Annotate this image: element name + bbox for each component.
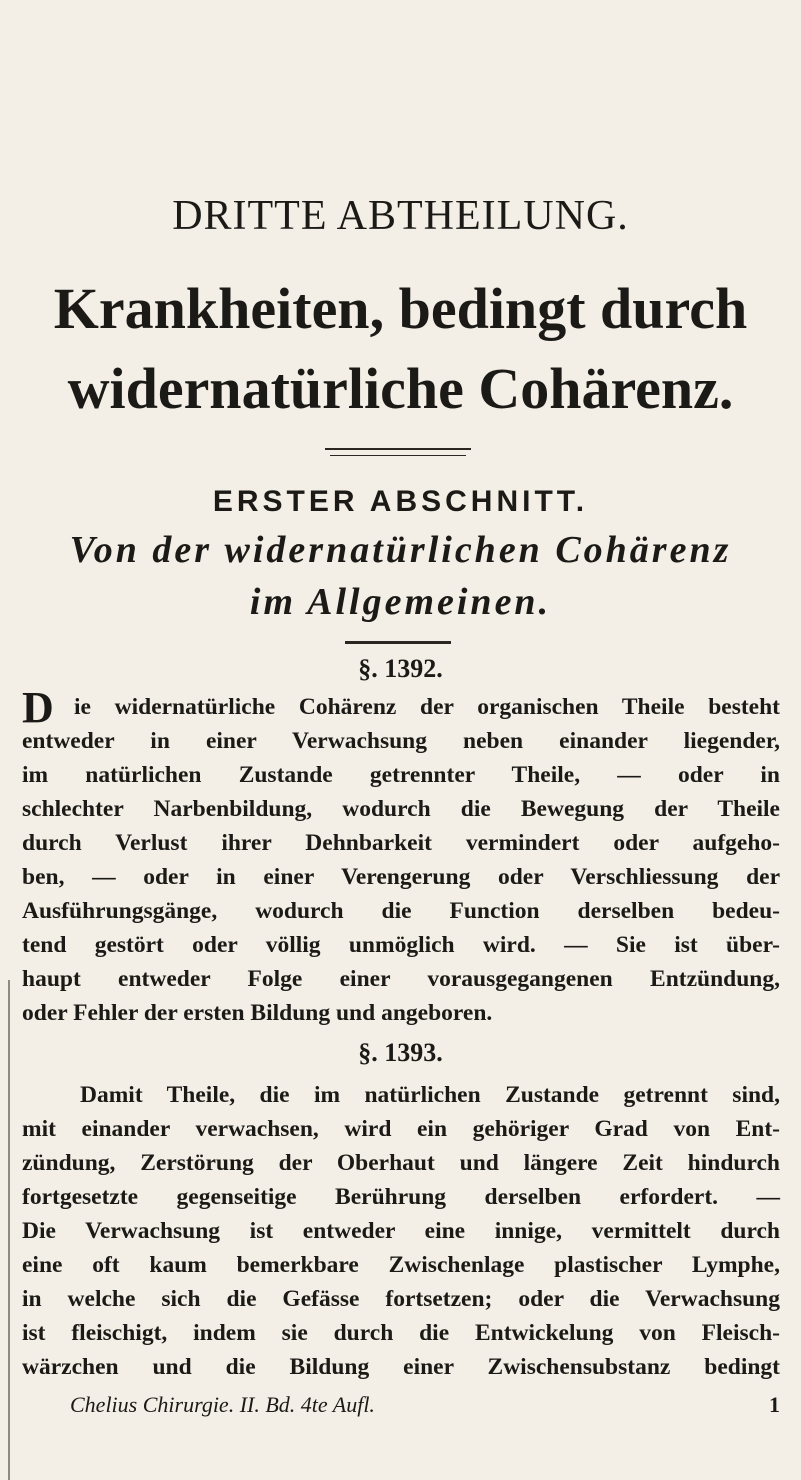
part-heading: DRITTE ABTHEILUNG. xyxy=(172,193,629,239)
text-line: haupt entweder Folge einer vorausgegangenen Entzündung, xyxy=(22,966,780,992)
chapter-title-line-2: widernatürliche Cohärenz. xyxy=(67,356,734,421)
ornamental-rule-thin xyxy=(330,455,466,456)
text-line: tend gestört oder völlig unmöglich wird. — Sie ist über- xyxy=(22,932,780,958)
footer-citation: Chelius Chirurgie. II. Bd. 4te Aufl. xyxy=(70,1392,375,1417)
running-footer xyxy=(70,1392,780,1418)
chapter-title-line-1: Krankheiten, bedingt durch xyxy=(53,276,748,341)
text-line: durch Verlust ihrer Dehnbarkeit vermindert oder aufgeho- xyxy=(22,830,780,856)
paragraph-number: §. 1392. xyxy=(358,654,443,683)
text-line: ben, — oder in einer Verengerung oder Verschliessung der xyxy=(22,864,780,890)
section-divider xyxy=(345,641,451,644)
text-line: ist fleischigt, indem sie durch die Entwickelung von Fleisch- xyxy=(22,1320,780,1346)
text-line: fortgesetzte gegenseitige Berührung derselben erfordert. — xyxy=(22,1184,780,1210)
drop-cap: D xyxy=(22,683,54,732)
paragraph-number: §. 1393. xyxy=(358,1038,443,1067)
text-line: Ausführungsgänge, wodurch die Function derselben bedeu- xyxy=(22,898,780,924)
text-line: Die Verwachsung ist entweder eine innige, vermittelt durch xyxy=(22,1218,780,1244)
section-subtitle-line-2: im Allgemeinen. xyxy=(249,581,552,623)
text-line: schlechter Narbenbildung, wodurch die Bewegung der Theile xyxy=(22,796,780,822)
text-line: oder Fehler der ersten Bildung und angeboren. xyxy=(22,1000,493,1026)
text-line: im natürlichen Zustande getrennter Theile, — oder in xyxy=(22,762,780,788)
text-line: ie widernatürliche Cohärenz der organischen Theile besteht xyxy=(74,694,780,720)
text-line: mit einander verwachsen, wird ein gehöriger Grad von Ent- xyxy=(22,1116,780,1142)
text-line: zündung, Zerstörung der Oberhaut und längere Zeit hindurch xyxy=(22,1150,780,1176)
text-line: Damit Theile, die im natürlichen Zustande getrennt sind, xyxy=(80,1082,780,1108)
text-line: entweder in einer Verwachsung neben einander liegender, xyxy=(22,728,780,754)
ornamental-rule xyxy=(325,448,471,450)
signature-mark: 1 xyxy=(769,1392,780,1417)
section-heading: ERSTER ABSCHNITT. xyxy=(212,485,589,518)
section-subtitle-line-1: Von der widernatürlichen Cohärenz xyxy=(69,529,732,571)
text-line: eine oft kaum bemerkbare Zwischenlage plastischer Lymphe, xyxy=(22,1252,780,1278)
text-line: wärzchen und die Bildung einer Zwischensubstanz bedingt xyxy=(22,1354,780,1380)
binding-edge xyxy=(8,980,10,1480)
text-line: in welche sich die Gefässe fortsetzen; oder die Verwachsung xyxy=(22,1286,780,1312)
